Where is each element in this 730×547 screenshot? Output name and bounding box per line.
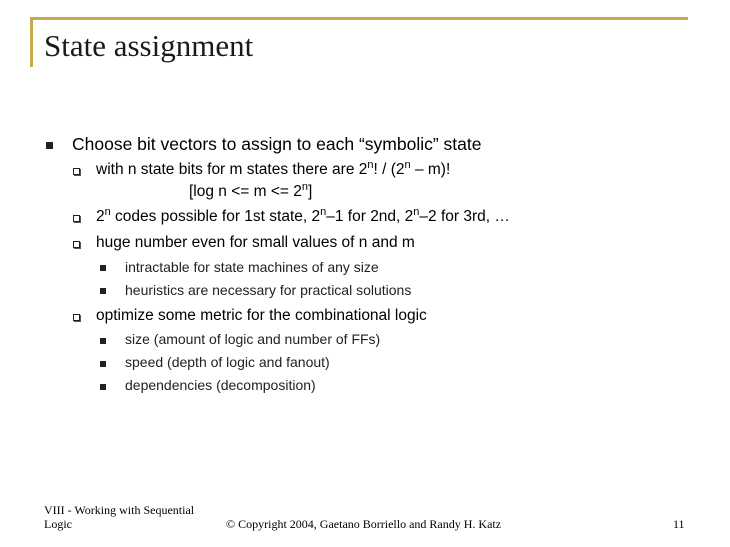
main-bullet: Choose bit vectors to assign to each “symbolic” state [72,134,482,154]
small-square-icon [100,361,106,367]
small-square-icon [100,265,106,271]
sub-sub-bullet: speed (depth of logic and fanout) [125,354,330,370]
footer-copyright: © Copyright 2004, Gaetano Borriello and Randy H. Katz [226,517,502,531]
sub-sub-bullet: intractable for state machines of any size [125,259,379,275]
sub-bullet-3: huge number even for small values of n and m [96,234,415,251]
sub-sub-bullet: size (amount of logic and number of FFs) [125,331,381,347]
bullet-square-icon [46,142,53,149]
title-rule-top [30,17,688,20]
hollow-square-icon [73,314,80,321]
sub-bullet-1-continuation: [log $n <= m <= 2^n$] [189,181,313,200]
sub-bullet-4: optimize some metric for the combinational logic [96,307,427,324]
sub-sub-bullet: dependencies (decomposition) [125,377,316,393]
title-rule-left [30,17,33,67]
hollow-square-icon [73,241,80,248]
small-square-icon [100,288,106,294]
hollow-square-icon [73,215,80,222]
sub-bullet-2: 2$^n$ codes possible for 1st state, 2$^n$–1 for 2nd, 2$^n$–2 for 3rd, … [96,206,510,225]
footer-chapter: VIII - Working with Sequential Logic [44,503,195,531]
hollow-square-icon [73,168,80,175]
small-square-icon [100,384,106,390]
slide-title: State assignment [44,28,254,63]
small-square-icon [100,338,106,344]
sub-bullet-1: with n state bits for m states there are 2$^n$! / (2$^n$ – m)! [96,159,451,178]
sub-sub-bullet: heuristics are necessary for practical solutions [125,282,412,298]
page-number: 11 [673,517,685,531]
